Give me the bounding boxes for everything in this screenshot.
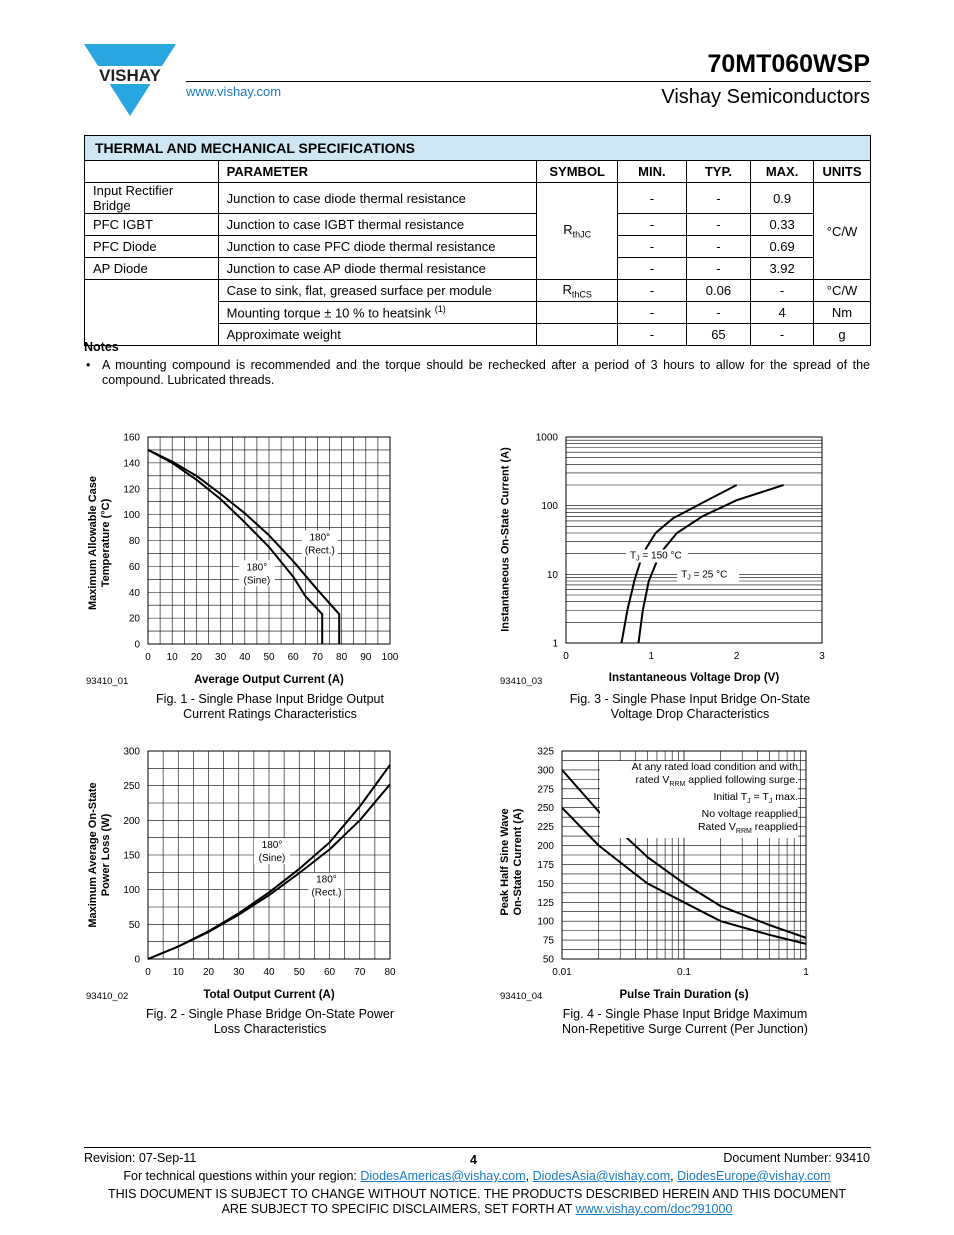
fig4-ylabel: Peak Half Sine Wave On-State Current (A) xyxy=(499,808,524,916)
fig4-code: 93410_04 xyxy=(500,991,543,1002)
fig4-legend: At any rated load condition and with rated $V_{RRM}$ applied following surge. Initial $T_J = T_J$ max. No voltage reapplied Rated $V_{RRM}$ reapplied xyxy=(600,761,798,838)
annotation-label: (Sine) xyxy=(243,575,271,587)
footer-page: 4 xyxy=(470,1153,477,1167)
y-tick-label: 10 xyxy=(546,569,558,581)
y-tick-label: 100 xyxy=(541,501,558,513)
y-tick-label: 100 xyxy=(123,510,140,522)
y-tick-label: 50 xyxy=(542,954,554,966)
table-row: PFC IGBT Junction to case IGBT thermal resistance - - 0.33 xyxy=(85,214,871,236)
email-europe-link[interactable]: DiodesEurope@vishay.com xyxy=(677,1169,831,1183)
y-tick-label: 325 xyxy=(537,746,554,758)
y-tick-label: 120 xyxy=(123,484,140,496)
x-tick-label: 3 xyxy=(819,651,825,662)
fig4-caption: Fig. 4 - Single Phase Input Bridge Maximum Non-Repetitive Surge Current (Per Junction) xyxy=(562,1007,808,1036)
table-row: Case to sink, flat, greased surface per module $R_{thCS}$ - 0.06 - °C/W xyxy=(85,280,871,302)
fig1-chart xyxy=(84,425,414,685)
x-tick-label: 20 xyxy=(202,967,215,978)
footer-disclaimer: THIS DOCUMENT IS SUBJECT TO CHANGE WITHOUT NOTICE. THE PRODUCTS DESCRIBED HEREIN AND THIS DOCUMENT ARE SUBJECT TO SPECIFIC DISCLAIMERS, SET FORTH AT www.vishay.com/doc?91000 xyxy=(107,1187,847,1216)
table-row: PFC Diode Junction to case PFC diode thermal resistance - - 0.69 xyxy=(85,236,871,258)
curve-label: $T_J = 150$ °C xyxy=(630,550,682,563)
x-tick-label: 60 xyxy=(323,967,336,978)
table-row: Mounting torque ± 10 % to heatsink $^{(1)}$ - - 4 Nm xyxy=(85,302,871,324)
part-number: 70MT060WSP xyxy=(707,50,870,78)
logo-text: VISHAY xyxy=(99,66,161,85)
x-tick-label: 90 xyxy=(360,652,372,663)
col-max: MAX. xyxy=(751,161,814,183)
curve-label: $T_J = 25$ °C xyxy=(681,569,728,582)
fig1-caption: Fig. 1 - Single Phase Input Bridge Output Current Ratings Characteristics xyxy=(156,692,384,721)
fig3-chart xyxy=(500,425,830,685)
fig2-chart xyxy=(84,740,414,990)
fig4-xlabel: Pulse Train Duration (s) xyxy=(619,989,749,1001)
y-tick-label: 250 xyxy=(537,803,554,815)
annotation-label: (Sine) xyxy=(258,853,286,865)
plot-frame xyxy=(566,437,822,643)
x-tick-label: 0 xyxy=(145,967,151,978)
y-tick-label: 60 xyxy=(128,561,140,573)
col-min: MIN. xyxy=(618,161,687,183)
y-tick-label: 0 xyxy=(134,954,140,966)
x-tick-label: 2 xyxy=(733,651,740,662)
symbol-rthcs: $R_{thCS}$ xyxy=(537,280,618,302)
y-tick-label: 300 xyxy=(537,765,554,777)
fig3-ylabel: Instantaneous On-State Current (A) xyxy=(499,447,512,632)
fig1-code: 93410_01 xyxy=(86,676,129,687)
y-tick-label: 150 xyxy=(123,850,140,862)
fig2-ylabel: Maximum Average On-State Power Loss (W) xyxy=(87,782,112,928)
y-tick-label: 250 xyxy=(123,781,140,793)
x-tick-label: 40 xyxy=(239,652,251,663)
annotation-label: 180° xyxy=(316,874,337,886)
x-tick-label: 50 xyxy=(263,652,275,663)
units-rthjc: °C/W xyxy=(813,183,870,280)
x-tick-label: 0 xyxy=(145,652,151,663)
notes-bullet: • xyxy=(86,358,91,372)
y-tick-label: 75 xyxy=(542,935,554,947)
y-tick-label: 20 xyxy=(128,613,140,625)
y-tick-label: 225 xyxy=(537,822,554,834)
x-tick-label: 70 xyxy=(354,967,366,978)
y-tick-label: 100 xyxy=(537,916,554,928)
x-tick-label: 60 xyxy=(287,652,299,663)
annotation-label: 180° xyxy=(261,840,283,852)
x-tick-label: 10 xyxy=(166,652,178,663)
x-tick-label: 70 xyxy=(311,652,323,663)
y-tick-label: 200 xyxy=(537,841,554,853)
y-tick-label: 175 xyxy=(537,859,554,871)
x-tick-label: 0.01 xyxy=(552,967,572,978)
x-tick-label: 30 xyxy=(233,967,245,978)
x-tick-label: 100 xyxy=(381,652,399,663)
col-units: UNITS xyxy=(813,161,870,183)
y-tick-label: 275 xyxy=(537,784,554,796)
x-tick-label: 0 xyxy=(563,651,569,662)
col-typ: TYP. xyxy=(686,161,751,183)
y-tick-label: 80 xyxy=(128,536,140,547)
fig3-code: 93410_03 xyxy=(500,676,543,687)
fig1-ylabel: Maximum Allowable Case Temperature (°C) xyxy=(87,475,112,611)
annotation-label: 180° xyxy=(309,532,331,544)
x-tick-label: 20 xyxy=(190,652,202,663)
col-parameter: PARAMETER xyxy=(218,161,537,183)
table-row: AP Diode Junction to case AP diode thermal resistance - - 3.92 xyxy=(85,258,871,280)
header-rule xyxy=(186,81,871,82)
fig2-caption: Fig. 2 - Single Phase Bridge On-State Power Loss Characteristics xyxy=(145,1007,395,1036)
x-tick-label: 10 xyxy=(172,967,184,978)
annotation-label: 180° xyxy=(246,562,268,574)
y-tick-label: 40 xyxy=(128,587,140,599)
y-tick-label: 1000 xyxy=(535,432,558,444)
footer-revision: Revision: 07-Sep-11 xyxy=(84,1151,197,1165)
thermal-spec-table xyxy=(84,135,871,346)
y-tick-label: 150 xyxy=(537,878,554,890)
y-tick-label: 200 xyxy=(123,815,140,827)
table-row: Input Rectifier Bridge Junction to case diode thermal resistance $R_{thJC}$ - - 0.9 °C/W xyxy=(85,183,871,214)
x-tick-label: 1 xyxy=(648,651,655,662)
fig1-xlabel: Average Output Current (A) xyxy=(194,674,344,686)
website-link[interactable]: www.vishay.com xyxy=(186,84,282,99)
col-symbol: SYMBOL xyxy=(537,161,618,183)
footer-doc-number: Document Number: 93410 xyxy=(723,1151,870,1165)
x-tick-label: 1 xyxy=(803,967,809,978)
annotation-label: (Rect.) xyxy=(304,545,335,557)
fig2-xlabel: Total Output Current (A) xyxy=(203,989,335,1001)
y-tick-label: 50 xyxy=(128,919,140,931)
notes-heading: Notes xyxy=(84,340,119,354)
footer-rule xyxy=(84,1147,871,1148)
y-tick-label: 160 xyxy=(123,432,140,444)
y-tick-label: 140 xyxy=(123,458,140,470)
y-tick-label: 100 xyxy=(123,885,140,897)
y-tick-label: 1 xyxy=(552,638,558,650)
table-row: Approximate weight - 65 - g xyxy=(85,324,871,346)
vishay-logo xyxy=(84,44,180,120)
fig3-caption: Fig. 3 - Single Phase Input Bridge On-State Voltage Drop Characteristics xyxy=(569,692,811,721)
y-tick-label: 0 xyxy=(134,639,140,651)
disclaimer-link[interactable]: www.vishay.com/doc?91000 xyxy=(575,1202,733,1216)
y-tick-label: 125 xyxy=(537,897,554,909)
annotation-label: (Rect.) xyxy=(311,887,342,899)
x-tick-label: 50 xyxy=(293,967,305,978)
company-name: Vishay Semiconductors xyxy=(661,86,870,108)
symbol-rthjc: $R_{thJC}$ xyxy=(537,183,618,280)
email-asia-link[interactable]: DiodesAsia@vishay.com xyxy=(532,1169,671,1183)
email-americas-link[interactable]: DiodesAmericas@vishay.com xyxy=(360,1169,526,1183)
x-tick-label: 40 xyxy=(263,967,275,978)
table-title: THERMAL AND MECHANICAL SPECIFICATIONS xyxy=(85,136,871,161)
series-line-1 xyxy=(148,450,322,644)
x-tick-label: 80 xyxy=(336,652,348,663)
fig3-xlabel: Instantaneous Voltage Drop (V) xyxy=(608,672,780,684)
footer-contact: For technical questions within your region: DiodesAmericas@vishay.com, DiodesAsia@vishay.com, DiodesEurope@vishay.com xyxy=(123,1169,831,1183)
y-tick-label: 300 xyxy=(123,746,140,758)
notes-text: A mounting compound is recommended and the torque should be rechecked after a period of 3 hours to allow for the spread of the compound. Lubricated threads. xyxy=(102,358,870,387)
x-tick-label: 0.1 xyxy=(677,967,691,978)
fig2-code: 93410_02 xyxy=(86,991,129,1002)
x-tick-label: 80 xyxy=(384,967,396,978)
x-tick-label: 30 xyxy=(215,652,227,663)
